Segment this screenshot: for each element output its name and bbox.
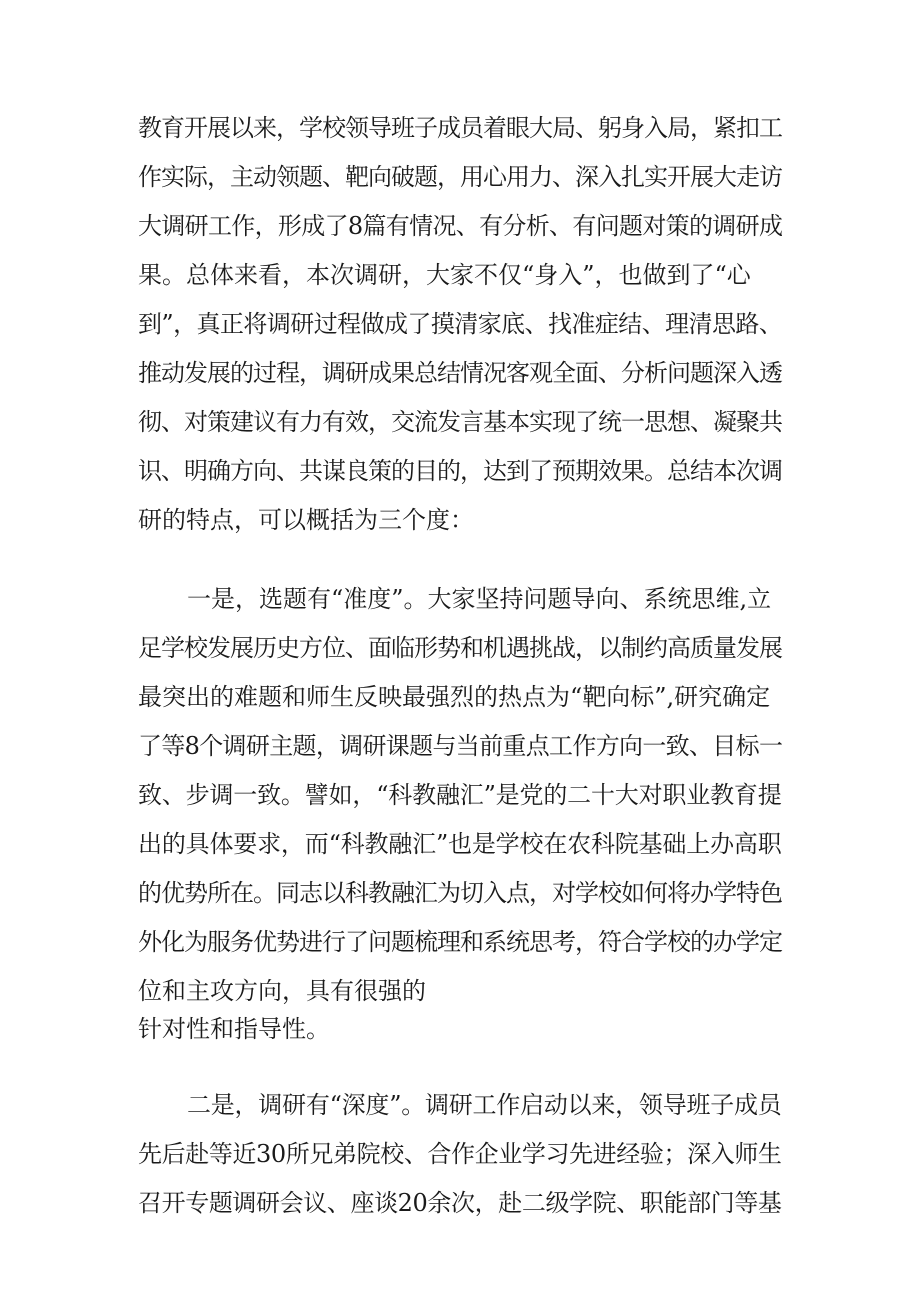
p1-line-2: 作实际，主动领题、靶向破题，用心用力、深入扎实开展大走访 — [138, 163, 782, 191]
p2-line-7: 的优势所在。同志以科教融汇为切入点，对学校如何将办学特色 — [138, 879, 782, 907]
p1-line-6: 推动发展的过程，调研成果总结情况客观全面、分析问题深入透 — [138, 359, 782, 387]
p1-line-7: 彻、对策建议有力有效，交流发言基本实现了统一思想、凝聚共 — [138, 408, 782, 436]
p2-line-2: 足学校发展历史方位、面临形势和机遇挑战，以制约高质量发展 — [138, 634, 782, 662]
p2-line-6: 出的具体要求，而“科教融汇”也是学校在农科院基础上办高职 — [138, 830, 782, 858]
p3-line-2: 先后赴等近30所兄弟院校、合作企业学习先进经验；深入师生 — [138, 1140, 782, 1168]
p2-line-1: 一是，选题有“准度”。大家坚持问题导向、系统思维,立 — [187, 585, 772, 613]
p1-line-1: 教育开展以来，学校领导班子成员着眼大局、躬身入局，紧扣工 — [138, 114, 782, 142]
p1-line-8: 识、明确方向、共谋良策的目的，达到了预期效果。总结本次调 — [138, 457, 782, 485]
p1-line-3: 大调研工作，形成了8篇有情况、有分析、有问题对策的调研成 — [138, 212, 783, 240]
p1-line-4: 果。总体来看，本次调研，大家不仅“身入”，也做到了“心 — [138, 261, 751, 289]
p2-line-3: 最突出的难题和师生反映最强烈的热点为“靶向标”,研究确定 — [138, 683, 771, 711]
p3-line-1: 二是，调研有“深度”。调研工作启动以来，领导班子成员 — [187, 1091, 782, 1119]
p2-line-4: 了等8个调研主题，调研课题与当前重点工作方向一致、目标一 — [138, 732, 783, 760]
p2-line-8: 外化为服务优势进行了问题梳理和系统思考，符合学校的办学定 — [138, 928, 782, 956]
p2-line-10: 针对性和指导性。 — [138, 1015, 330, 1043]
p1-line-9: 研的特点，可以概括为三个度： — [138, 506, 474, 534]
p1-line-5: 到”，真正将调研过程做成了摸清家底、找准症结、理清思路、 — [138, 310, 783, 338]
p2-line-5: 致、步调一致。譬如，“科教融汇”是党的二十大对职业教育提 — [138, 781, 782, 809]
p2-line-9: 位和主攻方向，具有很强的 — [138, 977, 426, 1005]
p3-line-3: 召开专题调研会议、座谈20余次，赴二级学院、职能部门等基 — [138, 1189, 782, 1217]
